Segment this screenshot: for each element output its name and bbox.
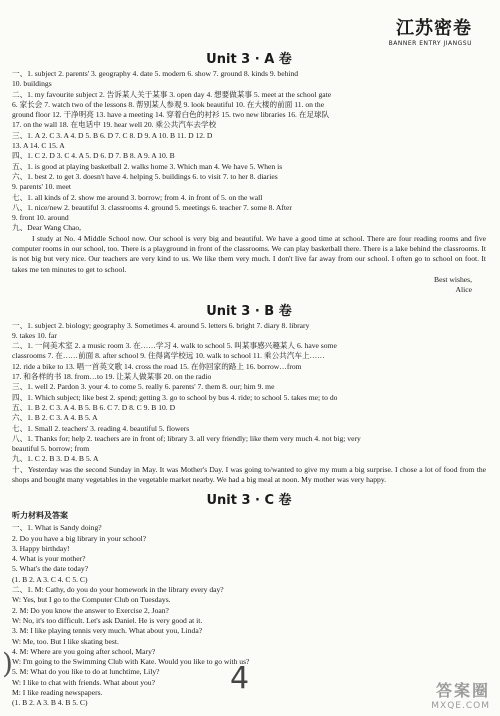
unit-b-title: Unit 3 · B 卷 bbox=[206, 303, 292, 319]
answer-line: ground floor 12. 干净明亮 13. have a meeting 14. 穿着白色的衬衫 15. two new libraries 16. 在足球队 bbox=[12, 110, 330, 120]
answer-line: 17. 和各样的书 18. from…to 19. 让某人做某事 20. on the radio bbox=[12, 372, 212, 382]
answer-line: 6. 家长会 7. watch two of the lessons 8. 帮别某人参观 9. look beautiful 10. 在大楼的前面 11. on the bbox=[12, 99, 325, 109]
brand-subtitle: BANNER ENTRY JIANGSU bbox=[388, 40, 472, 47]
brand-title: 江苏密卷 bbox=[396, 18, 472, 39]
answer-line: 六、1. best 2. to get 3. doesn't have 4. helping 5. buildings 6. to visit 7. to her 8. diaries bbox=[12, 171, 278, 181]
answer-line: 3. Happy birthday! bbox=[12, 543, 70, 553]
answer-line: 9. front 10. around bbox=[12, 213, 69, 223]
answer-line: 4. M: Where are you going after school, Mary? bbox=[12, 646, 156, 656]
answer-line: (1. B 2. A 3. C 4. C 5. C) bbox=[12, 574, 88, 584]
unit-a-letter: I study at No. 4 Middle School now. Our school is very big and beautiful. We have a good time at school. There are four reading rooms and five computer rooms in our school, too. There is a playground in front of the classrooms. We can play basketball there. There is a lake behind the classrooms. It is not big but very nice. Our teachers are very kind to us. We like them very much. I don't live far away from our school. I often go to school on foot. It takes me ten minutes to get to school. bbox=[12, 233, 486, 274]
answer-line: 一、1. subject 2. parents' 3. geography 4. date 5. modern 6. show 7. ground 8. kinds 9. behind bbox=[12, 69, 299, 78]
unit-b-answers bbox=[12, 321, 486, 465]
answer-line: W: Yes, but I go to the Computer Club on Tuesdays. bbox=[12, 595, 171, 605]
watermark-title: 答案圈 bbox=[435, 681, 490, 700]
answer-line: beautiful 5. borrow; from bbox=[12, 444, 90, 454]
answer-line: 一、1. What is Sandy doing? bbox=[12, 523, 102, 533]
unit-c-title: Unit 3 · C 卷 bbox=[206, 493, 292, 509]
answer-line: 9. takes 10. far bbox=[12, 330, 57, 340]
brand-logo bbox=[389, 14, 472, 47]
unit-a-signature: Alice bbox=[455, 285, 472, 295]
watermark-url: MXQE.COM bbox=[431, 701, 490, 711]
answer-line: 4. What is your mother? bbox=[12, 554, 86, 564]
answer-line: W: I'm going to the Swimming Club with Kate. Would you like to go with us? bbox=[12, 657, 250, 667]
answer-line: 六、1. B 2. C 3. A 4. B 5. A bbox=[12, 413, 98, 423]
answer-line: 3. M: I like playing tennis very much. What about you, Linda? bbox=[12, 626, 203, 636]
answer-line: 10. buildings bbox=[12, 79, 52, 89]
answer-line: 2. Do you have a big library in your school? bbox=[12, 533, 147, 543]
answer-content bbox=[12, 44, 486, 709]
answer-line: 八、1. Thanks for; help 2. teachers are in front of; library 3. all very friendly; like them very much 4. not big; very bbox=[12, 433, 361, 443]
answer-line: M: I like reading newspapers. bbox=[12, 688, 103, 698]
unit-a-title: Unit 3 · A 卷 bbox=[206, 52, 292, 67]
answer-line: 9. parents' 10. meet bbox=[12, 182, 71, 192]
answer-line: W: Me, too. But I like skating best. bbox=[12, 636, 119, 646]
answer-line: 13. A 14. C 15. A bbox=[12, 141, 65, 151]
answer-line: 四、1. C 2. D 3. C 4. A 5. D 6. D 7. B 8. A 9. A 10. B bbox=[12, 151, 175, 161]
page-number: 4 bbox=[230, 661, 250, 696]
answer-line: 五、1. is good at playing basketball 2. walks home 3. Which man 4. We have 5. When is bbox=[12, 161, 283, 171]
answer-line: 二、1. 一间美术室 2. a music room 3. 在……学习 4. walk to school 5. 叫某事感兴趣某人 6. have some bbox=[12, 341, 337, 351]
answer-line: 九、1. C 2. B 3. D 4. B 5. A bbox=[12, 454, 99, 464]
answer-line: 5. What's the date today? bbox=[12, 564, 89, 574]
answer-line: 七、1. Small 2. teachers' 3. reading 4. beautiful 5. flowers bbox=[12, 423, 190, 433]
answer-line: 5. M: What do you like to do at lunchtime, Lily? bbox=[12, 667, 160, 677]
answer-line: W: I like to chat with friends. What about you? bbox=[12, 677, 155, 687]
answer-line: 九、Dear Wang Chao, bbox=[12, 223, 82, 233]
answer-line: 12. ride a bike to 13. 唱一首英文歌 14. cross the road 15. 在你回家的路上 16. borrow…from bbox=[12, 361, 302, 371]
answer-line: 五、1. B 2. C 3. A 4. B 5. B 6. C 7. D 8. C 9. B 10. D bbox=[12, 402, 176, 412]
answer-line: W: No, it's too difficult. Let's ask Daniel. He is very good at it. bbox=[12, 615, 203, 625]
answer-line: 17. on the wall 18. 在电话中 19. hear well 20. 乘公共汽车去学校 bbox=[12, 120, 217, 130]
answer-line: 七、1. all kinds of 2. show me around 3. borrow; from 4. in front of 5. on the wall bbox=[12, 192, 263, 202]
answer-line: 一、1. subject 2. biology; geography 3. Sometimes 4. around 5. letters 6. bright 7. diary 8. library bbox=[12, 320, 310, 330]
answer-line: 二、1. my favourite subject 2. 告诉某人关于某事 3. open day 4. 想要做某事 5. meet at the school gate bbox=[12, 89, 332, 99]
unit-b-paragraph: 十、Yesterday was the second Sunday in May. It was Mother's Day. I was going to/wanted to give my mum a big surprise. I chose a lot of food from the shops and bought many vegetables in the vegetable market nearby. We had a big meal at noon. My mother was very happy. bbox=[12, 464, 486, 484]
answer-line: (1. B 2. A 3. B 4. B 5. C) bbox=[12, 698, 88, 708]
watermark-logo bbox=[410, 678, 490, 710]
listening-section-header: 听力材料及答案 bbox=[12, 511, 68, 521]
answer-line: classrooms 7. 在……前面 8. after school 9. 住得离学校远 10. walk to school 11. 乘公共汽车上…… bbox=[12, 351, 325, 361]
answer-line: 三、1. A 2. C 3. A 4. D 5. B 6. D 7. C 8. D 9. A 10. B 11. D 12. D bbox=[12, 130, 213, 140]
answer-line: 二、1. M: Cathy, do you do your homework in the library every day? bbox=[12, 585, 224, 595]
unit-a-closing: Best wishes, bbox=[434, 274, 472, 284]
answer-line: 2. M: Do you know the answer to Exercise 2, Joan? bbox=[12, 605, 169, 615]
unit-a-answers bbox=[12, 69, 486, 234]
answer-line: 三、1. well 2. Pardon 3. your 4. to come 5. really 6. parents' 7. them 8. our; him 9. me bbox=[12, 382, 275, 392]
answer-line: 四、1. Which subject; like best 2. spend; getting 3. go to school by bus 4. ride; to school 5. takes me; to do bbox=[12, 392, 338, 402]
answer-line: 八、1. nice/new 2. beautiful 3. classrooms 4. ground 5. meetings 6. teacher 7. some 8. After bbox=[12, 202, 292, 212]
margin-mark: ) bbox=[2, 647, 13, 680]
